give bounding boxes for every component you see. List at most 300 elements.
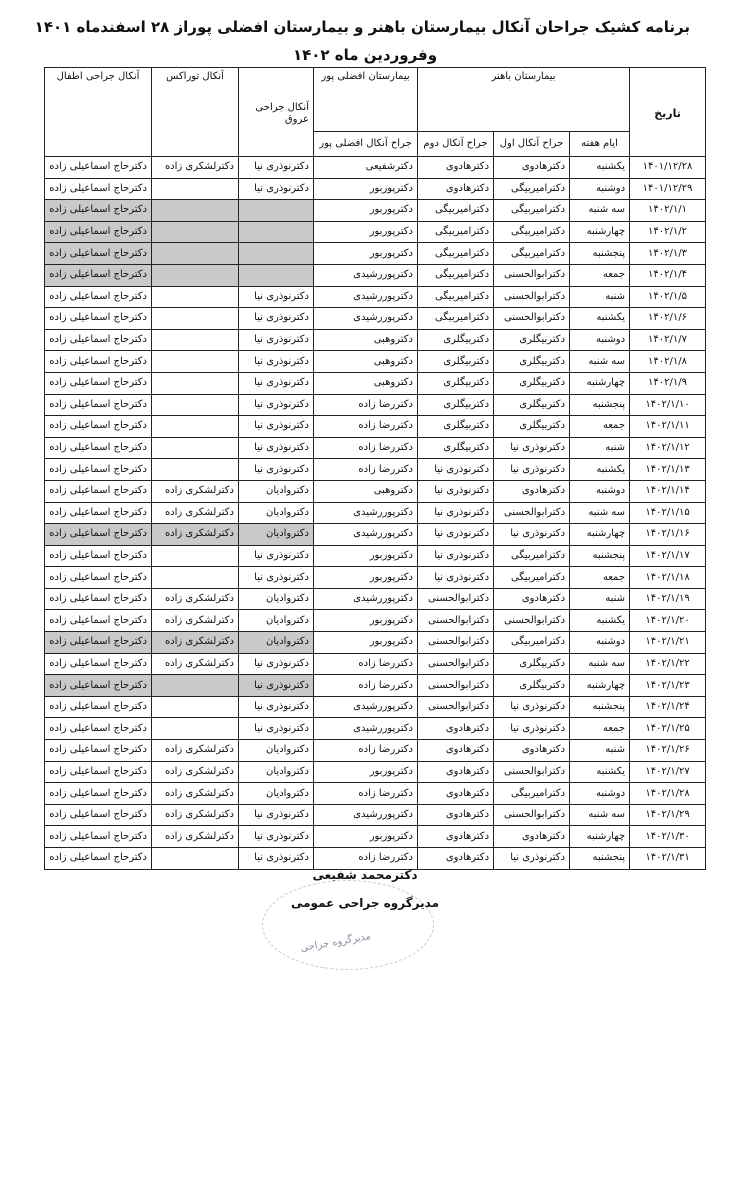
cell-vascular: دکترنوذری نیا	[239, 696, 314, 718]
cell-weekday: سه شنبه	[570, 653, 630, 675]
cell-vascular: دکترنوذری نیا	[239, 416, 314, 438]
cell-weekday: شنبه	[570, 740, 630, 762]
cell-surgeon1: دکترامیربیگی	[494, 178, 570, 200]
table-row	[45, 848, 706, 870]
cell-date: ۱۴۰۲/۱/۱۵	[630, 502, 706, 524]
cell-afzalipour: دکترپوربور	[314, 632, 418, 654]
cell-surgeon2: دکترامیربیگی	[418, 243, 494, 265]
cell-surgeon2: دکترهادوی	[418, 718, 494, 740]
cell-date: ۱۴۰۲/۱/۲۷	[630, 761, 706, 783]
cell-surgeon2: دکترهادوی	[418, 804, 494, 826]
cell-pediatric: دکترحاج اسماعیلی زاده	[45, 437, 152, 459]
cell-date: ۱۴۰۲/۱/۶	[630, 308, 706, 330]
table-row	[45, 783, 706, 805]
cell-surgeon2: دکترنوذری نیا	[418, 567, 494, 589]
cell-surgeon1: دکترهادوی	[494, 157, 570, 179]
cell-surgeon1: دکترامیربیگی	[494, 545, 570, 567]
cell-thoracic	[152, 351, 239, 373]
cell-date: ۱۴۰۲/۱/۱۸	[630, 567, 706, 589]
header-weekday: ایام هفته	[570, 132, 630, 157]
cell-vascular: دکترنوذری نیا	[239, 286, 314, 308]
cell-surgeon1: دکترابوالحسنی	[494, 804, 570, 826]
cell-thoracic	[152, 459, 239, 481]
cell-vascular: دکترنوذری نیا	[239, 394, 314, 416]
table-row	[45, 157, 706, 179]
cell-weekday: جمعه	[570, 567, 630, 589]
cell-surgeon1: دکتربیگلری	[494, 416, 570, 438]
cell-date: ۱۴۰۲/۱/۵	[630, 286, 706, 308]
table-row	[45, 178, 706, 200]
cell-vascular: دکترنوذری نیا	[239, 437, 314, 459]
cell-date: ۱۴۰۲/۱/۱۱	[630, 416, 706, 438]
cell-surgeon2: دکتربیگلری	[418, 437, 494, 459]
cell-pediatric: دکترحاج اسماعیلی زاده	[45, 567, 152, 589]
cell-pediatric: دکترحاج اسماعیلی زاده	[45, 675, 152, 697]
cell-afzalipour: دکتروهبی	[314, 480, 418, 502]
cell-surgeon2: دکترابوالحسنی	[418, 696, 494, 718]
cell-weekday: چهارشنبه	[570, 675, 630, 697]
table-row	[45, 718, 706, 740]
cell-surgeon2: دکترهادوی	[418, 178, 494, 200]
cell-weekday: دوشنبه	[570, 632, 630, 654]
cell-date: ۱۴۰۲/۱/۲۵	[630, 718, 706, 740]
cell-pediatric: دکترحاج اسماعیلی زاده	[45, 157, 152, 179]
table-row	[45, 394, 706, 416]
cell-weekday: شنبه	[570, 437, 630, 459]
signature-role: مدیرگروه جراحی عمومی	[290, 896, 440, 910]
cell-vascular: دکترنوذری نیا	[239, 567, 314, 589]
table-row	[45, 416, 706, 438]
cell-thoracic: دکترلشکری زاده	[152, 588, 239, 610]
cell-weekday: جمعه	[570, 416, 630, 438]
stamp-seal	[262, 880, 434, 970]
table-row	[45, 826, 706, 848]
cell-thoracic: دکترلشکری زاده	[152, 524, 239, 546]
cell-vascular: دکتروادیان	[239, 783, 314, 805]
cell-afzalipour: دکترپوربور	[314, 243, 418, 265]
cell-afzalipour: دکترپوربور	[314, 178, 418, 200]
cell-pediatric: دکترحاج اسماعیلی زاده	[45, 264, 152, 286]
cell-weekday: یکشنبه	[570, 459, 630, 481]
cell-surgeon2: دکترابوالحسنی	[418, 653, 494, 675]
cell-afzalipour: دکتررضا زاده	[314, 459, 418, 481]
cell-surgeon1: دکترهادوی	[494, 740, 570, 762]
cell-thoracic: دکترلشکری زاده	[152, 804, 239, 826]
cell-vascular: دکتروادیان	[239, 610, 314, 632]
cell-afzalipour: دکترپوررشیدی	[314, 524, 418, 546]
table-row	[45, 804, 706, 826]
cell-thoracic	[152, 437, 239, 459]
cell-surgeon2: دکترهادوی	[418, 826, 494, 848]
cell-thoracic	[152, 221, 239, 243]
cell-pediatric: دکترحاج اسماعیلی زاده	[45, 459, 152, 481]
header-pediatric: آنکال جراحی اطفال	[45, 68, 152, 157]
cell-vascular	[239, 200, 314, 222]
cell-thoracic: دکترلشکری زاده	[152, 157, 239, 179]
cell-pediatric: دکترحاج اسماعیلی زاده	[45, 480, 152, 502]
cell-pediatric: دکترحاج اسماعیلی زاده	[45, 178, 152, 200]
cell-afzalipour: دکتروهبی	[314, 372, 418, 394]
cell-surgeon1: دکترامیربیگی	[494, 243, 570, 265]
header-surgeon1: جراح آنکال اول	[494, 132, 570, 157]
cell-surgeon2: دکترهادوی	[418, 848, 494, 870]
cell-afzalipour: دکترپوربور	[314, 221, 418, 243]
cell-thoracic: دکترلشکری زاده	[152, 480, 239, 502]
cell-vascular: دکتروادیان	[239, 588, 314, 610]
cell-surgeon2: دکترامیربیگی	[418, 221, 494, 243]
cell-thoracic: دکترلشکری زاده	[152, 502, 239, 524]
cell-afzalipour: دکتررضا زاده	[314, 783, 418, 805]
cell-afzalipour: دکتررضا زاده	[314, 437, 418, 459]
cell-vascular: دکتروادیان	[239, 632, 314, 654]
cell-pediatric: دکترحاج اسماعیلی زاده	[45, 804, 152, 826]
cell-weekday: جمعه	[570, 264, 630, 286]
cell-afzalipour: دکترپوررشیدی	[314, 502, 418, 524]
cell-date: ۱۴۰۲/۱/۲۸	[630, 783, 706, 805]
header-bahonar: بیمارستان باهنر	[418, 68, 630, 132]
cell-vascular: دکترنوذری نیا	[239, 329, 314, 351]
cell-pediatric: دکترحاج اسماعیلی زاده	[45, 416, 152, 438]
cell-thoracic: دکترلشکری زاده	[152, 761, 239, 783]
cell-thoracic	[152, 264, 239, 286]
page-title: برنامه کشیک جراحان آنکال بیمارستان باهنر و بیمارستان افضلی پوراز ۲۸ اسفندماه ۱۴۰۱	[34, 18, 690, 36]
table-row	[45, 243, 706, 265]
cell-date: ۱۴۰۲/۱/۲۹	[630, 804, 706, 826]
cell-vascular	[239, 221, 314, 243]
cell-pediatric: دکترحاج اسماعیلی زاده	[45, 329, 152, 351]
cell-thoracic	[152, 308, 239, 330]
cell-vascular: دکترنوذری نیا	[239, 351, 314, 373]
cell-weekday: یکشنبه	[570, 610, 630, 632]
cell-vascular: دکتروادیان	[239, 761, 314, 783]
cell-surgeon2: دکترنوذری نیا	[418, 545, 494, 567]
cell-pediatric: دکترحاج اسماعیلی زاده	[45, 632, 152, 654]
cell-surgeon1: دکترابوالحسنی	[494, 308, 570, 330]
table-row	[45, 675, 706, 697]
cell-thoracic	[152, 243, 239, 265]
table-row	[45, 437, 706, 459]
cell-surgeon2: دکتربیگلری	[418, 329, 494, 351]
cell-thoracic	[152, 545, 239, 567]
cell-thoracic	[152, 416, 239, 438]
cell-pediatric: دکترحاج اسماعیلی زاده	[45, 221, 152, 243]
cell-surgeon1: دکترامیربیگی	[494, 567, 570, 589]
cell-weekday: سه شنبه	[570, 351, 630, 373]
cell-date: ۱۴۰۲/۱/۱	[630, 200, 706, 222]
cell-thoracic: دکترلشکری زاده	[152, 610, 239, 632]
cell-afzalipour: دکتررضا زاده	[314, 848, 418, 870]
cell-surgeon2: دکترابوالحسنی	[418, 632, 494, 654]
table-row	[45, 200, 706, 222]
cell-afzalipour: دکترپوربور	[314, 200, 418, 222]
cell-weekday: یکشنبه	[570, 761, 630, 783]
cell-weekday: پنجشنبه	[570, 848, 630, 870]
table-row	[45, 459, 706, 481]
cell-surgeon2: دکترهادوی	[418, 783, 494, 805]
cell-afzalipour: دکترپوررشیدی	[314, 696, 418, 718]
cell-date: ۱۴۰۱/۱۲/۲۸	[630, 157, 706, 179]
header-date: تاریخ	[630, 68, 706, 157]
cell-weekday: چهارشنبه	[570, 372, 630, 394]
cell-date: ۱۴۰۲/۱/۸	[630, 351, 706, 373]
cell-surgeon2: دکترابوالحسنی	[418, 675, 494, 697]
cell-surgeon2: دکترامیربیگی	[418, 308, 494, 330]
table-row	[45, 351, 706, 373]
cell-weekday: پنجشنبه	[570, 545, 630, 567]
cell-afzalipour: دکترپوربور	[314, 610, 418, 632]
cell-thoracic: دکترلشکری زاده	[152, 653, 239, 675]
table-row	[45, 524, 706, 546]
cell-date: ۱۴۰۲/۱/۱۴	[630, 480, 706, 502]
cell-thoracic	[152, 372, 239, 394]
cell-afzalipour: دکتررضا زاده	[314, 394, 418, 416]
page-subtitle: وفروردین ماه ۱۴۰۲	[292, 46, 438, 64]
cell-afzalipour: دکتررضا زاده	[314, 740, 418, 762]
cell-pediatric: دکترحاج اسماعیلی زاده	[45, 761, 152, 783]
table-row	[45, 308, 706, 330]
cell-date: ۱۴۰۲/۱/۳۰	[630, 826, 706, 848]
cell-surgeon1: دکترنوذری نیا	[494, 696, 570, 718]
cell-pediatric: دکترحاج اسماعیلی زاده	[45, 588, 152, 610]
cell-date: ۱۴۰۲/۱/۱۶	[630, 524, 706, 546]
cell-vascular: دکتروادیان	[239, 502, 314, 524]
cell-thoracic	[152, 718, 239, 740]
header-surgeon2: جراح آنکال دوم	[418, 132, 494, 157]
cell-date: ۱۴۰۲/۱/۲۰	[630, 610, 706, 632]
cell-weekday: چهارشنبه	[570, 826, 630, 848]
cell-pediatric: دکترحاج اسماعیلی زاده	[45, 243, 152, 265]
cell-vascular: دکترنوذری نیا	[239, 308, 314, 330]
cell-date: ۱۴۰۲/۱/۲۱	[630, 632, 706, 654]
cell-date: ۱۴۰۲/۱/۳	[630, 243, 706, 265]
table-row	[45, 653, 706, 675]
cell-vascular: دکترنوذری نیا	[239, 826, 314, 848]
cell-vascular: دکترنوذری نیا	[239, 372, 314, 394]
cell-weekday: سه شنبه	[570, 804, 630, 826]
cell-surgeon1: دکترامیربیگی	[494, 632, 570, 654]
cell-surgeon1: دکتربیگلری	[494, 372, 570, 394]
cell-pediatric: دکترحاج اسماعیلی زاده	[45, 286, 152, 308]
cell-afzalipour: دکترپوربور	[314, 545, 418, 567]
cell-afzalipour: دکتررضا زاده	[314, 416, 418, 438]
cell-weekday: دوشنبه	[570, 480, 630, 502]
table-row	[45, 329, 706, 351]
cell-pediatric: دکترحاج اسماعیلی زاده	[45, 545, 152, 567]
cell-pediatric: دکترحاج اسماعیلی زاده	[45, 524, 152, 546]
cell-surgeon2: دکتربیگلری	[418, 372, 494, 394]
cell-thoracic: دکترلشکری زاده	[152, 826, 239, 848]
cell-vascular: دکترنوذری نیا	[239, 653, 314, 675]
cell-date: ۱۴۰۲/۱/۲۴	[630, 696, 706, 718]
cell-surgeon1: دکتربیگلری	[494, 329, 570, 351]
stamp-text: مدیرگروه جراحی	[299, 930, 372, 955]
header-afzalipour-surgeon: جراح آنکال افضلی پور	[314, 132, 418, 157]
cell-pediatric: دکترحاج اسماعیلی زاده	[45, 740, 152, 762]
cell-surgeon2: دکترامیربیگی	[418, 286, 494, 308]
cell-thoracic	[152, 394, 239, 416]
cell-weekday: پنجشنبه	[570, 696, 630, 718]
cell-vascular: دکترنوذری نیا	[239, 804, 314, 826]
cell-surgeon1: دکترابوالحسنی	[494, 610, 570, 632]
cell-surgeon1: دکتربیگلری	[494, 675, 570, 697]
cell-afzalipour: دکترپوررشیدی	[314, 308, 418, 330]
cell-afzalipour: دکترپوربور	[314, 761, 418, 783]
cell-vascular: دکترنوذری نیا	[239, 718, 314, 740]
cell-afzalipour: دکترپوربور	[314, 567, 418, 589]
cell-pediatric: دکترحاج اسماعیلی زاده	[45, 783, 152, 805]
cell-surgeon1: دکترنوذری نیا	[494, 524, 570, 546]
cell-afzalipour: دکتررضا زاده	[314, 653, 418, 675]
cell-surgeon1: دکترامیربیگی	[494, 783, 570, 805]
cell-date: ۱۴۰۲/۱/۱۰	[630, 394, 706, 416]
cell-date: ۱۴۰۲/۱/۳۱	[630, 848, 706, 870]
cell-afzalipour: دکترپوررشیدی	[314, 286, 418, 308]
cell-surgeon2: دکترابوالحسنی	[418, 588, 494, 610]
cell-surgeon2: دکتربیگلری	[418, 416, 494, 438]
cell-surgeon2: دکترنوذری نیا	[418, 459, 494, 481]
cell-surgeon1: دکترنوذری نیا	[494, 459, 570, 481]
cell-pediatric: دکترحاج اسماعیلی زاده	[45, 394, 152, 416]
cell-weekday: شنبه	[570, 286, 630, 308]
signature-name: دکترمحمد شفیعی	[312, 868, 418, 882]
cell-afzalipour: دکترپوربور	[314, 826, 418, 848]
cell-surgeon1: دکترابوالحسنی	[494, 286, 570, 308]
cell-surgeon1: دکترهادوی	[494, 826, 570, 848]
cell-thoracic	[152, 848, 239, 870]
cell-surgeon1: دکترامیربیگی	[494, 221, 570, 243]
table-row	[45, 264, 706, 286]
cell-afzalipour: دکتررضا زاده	[314, 675, 418, 697]
cell-pediatric: دکترحاج اسماعیلی زاده	[45, 372, 152, 394]
table-row	[45, 588, 706, 610]
cell-afzalipour: دکترپوررشیدی	[314, 718, 418, 740]
cell-date: ۱۴۰۲/۱/۷	[630, 329, 706, 351]
table-row	[45, 567, 706, 589]
cell-thoracic	[152, 200, 239, 222]
cell-date: ۱۴۰۲/۱/۴	[630, 264, 706, 286]
cell-date: ۱۴۰۲/۱/۲۳	[630, 675, 706, 697]
table-row	[45, 632, 706, 654]
table-row	[45, 372, 706, 394]
table-row	[45, 740, 706, 762]
cell-vascular: دکترنوذری نیا	[239, 178, 314, 200]
cell-surgeon1: دکترنوذری نیا	[494, 848, 570, 870]
cell-date: ۱۴۰۲/۱/۱۲	[630, 437, 706, 459]
cell-weekday: دوشنبه	[570, 783, 630, 805]
cell-pediatric: دکترحاج اسماعیلی زاده	[45, 848, 152, 870]
cell-weekday: پنجشنبه	[570, 243, 630, 265]
header-row-groups	[45, 68, 706, 132]
table-row	[45, 696, 706, 718]
cell-surgeon1: دکتربیگلری	[494, 394, 570, 416]
cell-thoracic	[152, 675, 239, 697]
cell-surgeon1: دکترامیربیگی	[494, 200, 570, 222]
table-row	[45, 221, 706, 243]
cell-surgeon1: دکترابوالحسنی	[494, 264, 570, 286]
cell-vascular: دکترنوذری نیا	[239, 675, 314, 697]
cell-surgeon1: دکترهادوی	[494, 588, 570, 610]
table-row	[45, 610, 706, 632]
cell-weekday: دوشنبه	[570, 178, 630, 200]
cell-thoracic	[152, 329, 239, 351]
cell-date: ۱۴۰۱/۱۲/۲۹	[630, 178, 706, 200]
table-row	[45, 480, 706, 502]
schedule-body	[45, 157, 706, 870]
cell-surgeon2: دکترهادوی	[418, 740, 494, 762]
cell-date: ۱۴۰۲/۱/۲۲	[630, 653, 706, 675]
cell-thoracic	[152, 567, 239, 589]
cell-weekday: شنبه	[570, 588, 630, 610]
table-row	[45, 761, 706, 783]
schedule-table	[44, 67, 706, 870]
cell-pediatric: دکترحاج اسماعیلی زاده	[45, 502, 152, 524]
cell-surgeon2: دکترنوذری نیا	[418, 480, 494, 502]
table-row	[45, 545, 706, 567]
cell-afzalipour: دکترپوررشیدی	[314, 804, 418, 826]
cell-weekday: چهارشنبه	[570, 524, 630, 546]
cell-vascular: دکترنوذری نیا	[239, 157, 314, 179]
cell-weekday: دوشنبه	[570, 329, 630, 351]
cell-date: ۱۴۰۲/۱/۹	[630, 372, 706, 394]
cell-weekday: یکشنبه	[570, 308, 630, 330]
cell-pediatric: دکترحاج اسماعیلی زاده	[45, 826, 152, 848]
cell-date: ۱۴۰۲/۱/۱۹	[630, 588, 706, 610]
cell-pediatric: دکترحاج اسماعیلی زاده	[45, 200, 152, 222]
cell-afzalipour: دکتروهبی	[314, 351, 418, 373]
cell-thoracic	[152, 286, 239, 308]
cell-vascular	[239, 264, 314, 286]
cell-pediatric: دکترحاج اسماعیلی زاده	[45, 308, 152, 330]
cell-surgeon1: دکترهادوی	[494, 480, 570, 502]
cell-weekday: سه شنبه	[570, 200, 630, 222]
cell-vascular: دکتروادیان	[239, 740, 314, 762]
cell-surgeon1: دکتربیگلری	[494, 653, 570, 675]
cell-surgeon2: دکترامیربیگی	[418, 200, 494, 222]
cell-surgeon1: دکترابوالحسنی	[494, 502, 570, 524]
table-row	[45, 286, 706, 308]
cell-weekday: یکشنبه	[570, 157, 630, 179]
cell-vascular: دکترنوذری نیا	[239, 848, 314, 870]
cell-afzalipour: دکترشفیعی	[314, 157, 418, 179]
cell-surgeon2: دکترابوالحسنی	[418, 610, 494, 632]
cell-vascular: دکتروادیان	[239, 480, 314, 502]
cell-surgeon2: دکترنوذری نیا	[418, 502, 494, 524]
cell-pediatric: دکترحاج اسماعیلی زاده	[45, 351, 152, 373]
cell-thoracic: دکترلشکری زاده	[152, 783, 239, 805]
cell-thoracic	[152, 696, 239, 718]
cell-surgeon2: دکتربیگلری	[418, 351, 494, 373]
cell-pediatric: دکترحاج اسماعیلی زاده	[45, 610, 152, 632]
cell-surgeon2: دکترهادوی	[418, 761, 494, 783]
cell-afzalipour: دکترپوررشیدی	[314, 264, 418, 286]
header-thoracic: آنکال توراکس	[152, 68, 239, 157]
header-vascular: آنکال جراحی عروق	[239, 68, 314, 157]
cell-date: ۱۴۰۲/۱/۱۳	[630, 459, 706, 481]
cell-afzalipour: دکتروهبی	[314, 329, 418, 351]
cell-weekday: جمعه	[570, 718, 630, 740]
cell-thoracic: دکترلشکری زاده	[152, 740, 239, 762]
cell-weekday: پنجشنبه	[570, 394, 630, 416]
cell-date: ۱۴۰۲/۱/۲	[630, 221, 706, 243]
cell-pediatric: دکترحاج اسماعیلی زاده	[45, 718, 152, 740]
cell-thoracic: دکترلشکری زاده	[152, 632, 239, 654]
cell-pediatric: دکترحاج اسماعیلی زاده	[45, 653, 152, 675]
cell-vascular: دکترنوذری نیا	[239, 545, 314, 567]
table-row	[45, 502, 706, 524]
cell-surgeon1: دکترنوذری نیا	[494, 718, 570, 740]
cell-weekday: چهارشنبه	[570, 221, 630, 243]
cell-surgeon1: دکتربیگلری	[494, 351, 570, 373]
